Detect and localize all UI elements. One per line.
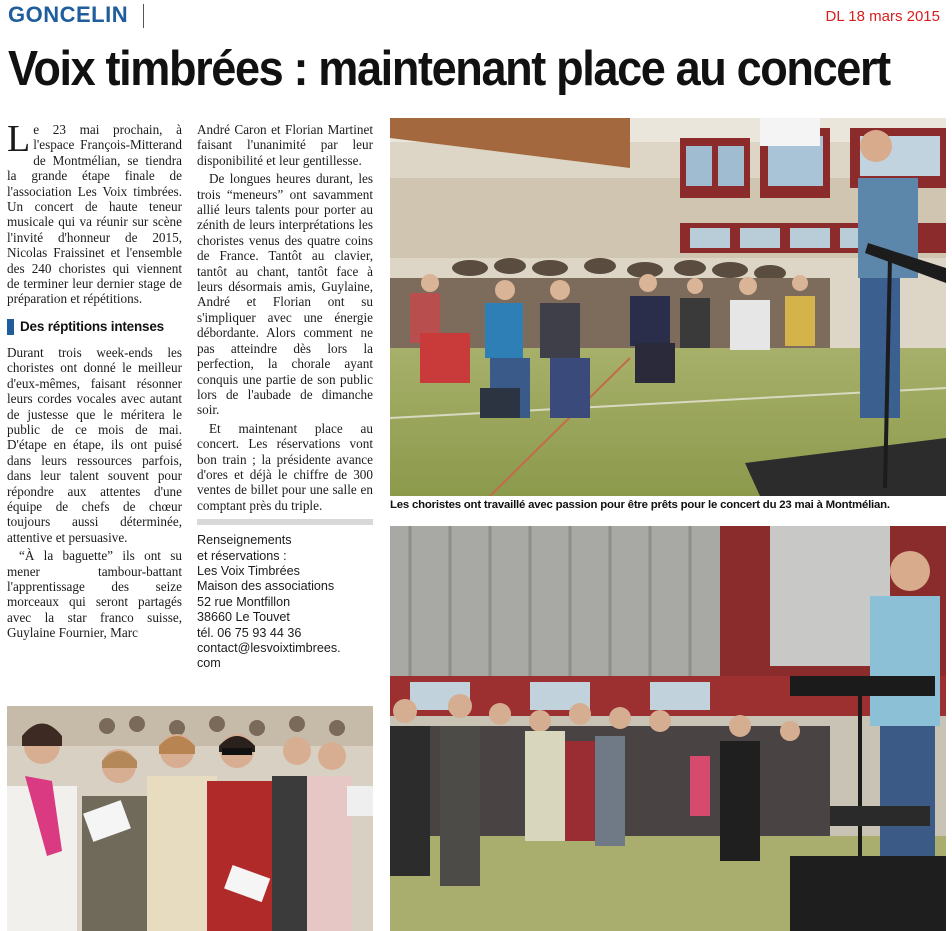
article-column-1: [7, 118, 182, 644]
paragraph: Durant trois week-ends les choristes ont donné le meilleur d'eux-mêmes, faisant résonner leurs cordes vocales avec autant de justesse que le méritera le public de ce mois de mai. D'étape en étape, ils ont puisé dans leurs ressources parfois, dans leur talent souvent pour répondre aux attentes d'une équipe de chefs de chœur toujours aussi déterminée, attentive et persuasive.: [7, 344, 182, 545]
subheading-text: Des réptitions intenses: [20, 319, 164, 335]
photo-choir-standing: [390, 526, 946, 931]
info-line: tél. 06 75 93 44 36: [197, 625, 302, 640]
section-label: GONCELIN: [8, 2, 129, 27]
paragraph: “À la baguette” ils ont su mener tambour-battant l'apprentissage des seize morceaux qui seront partagés avec la star franco suisse, Guylaine Fournier, Marc: [7, 548, 182, 641]
info-line: et réservations :: [197, 548, 287, 563]
page-header: [0, 0, 952, 34]
info-line: Renseignements: [197, 533, 292, 548]
paragraph: Et maintenant place au concert. Les réservations vont bon train ; la présidente avance d'ores et déjà le chiffre de 300 ventes de billet pour une salle en comptant près du triple.: [197, 420, 373, 513]
info-line: Maison des associations: [197, 579, 335, 594]
subheading-marker: [7, 319, 14, 335]
lead-text: e 23 mai prochain, à l'espace François-Mitterand de Montmélian, se tiendra la grande étape finale de l'association Les Voix timbrées. Un concert de haute teneur musicale qui va réunir sur scène l'invité d'honneur de 2015, Nicolas Fraissinet et l'ensemble des 240 choristes qui viennent de terminer leur dernier stage de préparation et répétitions.: [7, 122, 182, 307]
header-divider: [143, 4, 144, 28]
info-line: com: [197, 656, 221, 671]
photo-rehearsal-hall: [390, 118, 946, 496]
info-box-rule: [197, 519, 373, 525]
info-line: 52 rue Montfillon: [197, 594, 291, 609]
dropcap: L: [7, 118, 31, 160]
article-column-2: [197, 122, 373, 672]
paragraph: De longues heures durant, les trois “meneurs” ont savamment allié leurs talents pour porter au zénith de leurs interprétations les choristes venus des quatre coins de France. Tantôt au clavier, tantôt au chant, tantôt face à leurs désormais amis, Guylaine, André et Florian ont su s'impliquer avec une énergie débordante. Alors comment ne pas atteindre dès lors la perfection, la chorale ayant conquis une partie de son public lors de l'aubade de dimanche soir.: [197, 171, 373, 418]
lead-paragraph: [7, 118, 182, 307]
photo-singers-closeup: [7, 706, 373, 931]
info-box: [197, 533, 373, 672]
info-line: 38660 Le Touvet: [197, 610, 290, 625]
article-headline: Voix timbrées : maintenant place au concert: [8, 42, 890, 96]
date-stamp: DL 18 mars 2015: [825, 8, 940, 25]
paragraph: André Caron et Florian Martinet faisant l'unanimité par leur disponibilité et leur gentillesse.: [197, 122, 373, 168]
photo-caption: Les choristes ont travaillé avec passion pour être prêts pour le concert du 23 mai à Montmélian.: [390, 499, 890, 511]
info-line: contact@lesvoixtimbrees.: [197, 641, 341, 655]
info-line: Les Voix Timbrées: [197, 563, 300, 578]
subheading: [7, 319, 182, 335]
